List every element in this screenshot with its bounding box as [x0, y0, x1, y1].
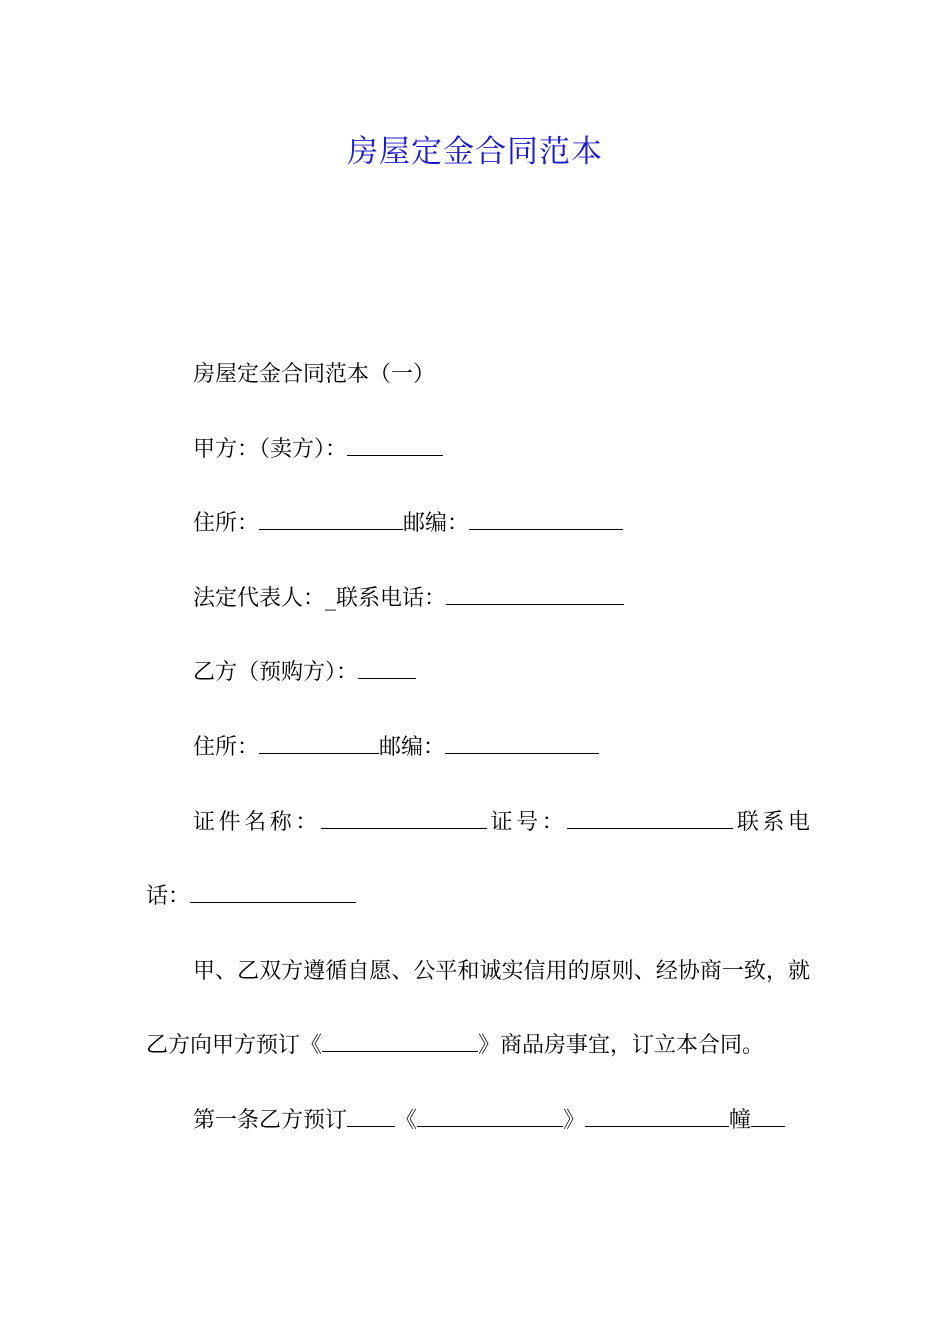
- blank-phone-b: [190, 881, 356, 903]
- blank-id-name: [321, 807, 487, 829]
- contract-body: [146, 338, 810, 1159]
- blank-art1-2: [417, 1105, 563, 1127]
- blank-address-a: [259, 508, 403, 530]
- blank-party-a: [347, 434, 443, 456]
- legal-rep-line: 法定代表人：_联系电话：: [146, 562, 810, 637]
- blank-art1-1: [347, 1105, 395, 1127]
- section-heading: 房屋定金合同范本（一）: [193, 362, 436, 387]
- blank-postcode-b: [445, 732, 599, 754]
- blank-phone-a: [446, 583, 624, 605]
- party-a-line: 甲方：（卖方）：: [146, 413, 810, 488]
- blank-project-name: [322, 1030, 478, 1052]
- blank-art1-3: [585, 1105, 729, 1127]
- party-b-line: 乙方（预购方）：: [146, 636, 810, 711]
- blank-art1-4: [751, 1105, 785, 1127]
- address-b-line: 住所： 邮编：: [146, 711, 810, 786]
- paragraph-1: 甲、乙双方遵循自愿、公平和诚实信用的原则、经协商一致，就乙方向甲方预订《 》商品房事宜，订立本合同。: [146, 958, 810, 1059]
- id-line: 证件名称： 证号： 联系电话：: [146, 786, 810, 935]
- document-title: 房屋定金合同范本: [347, 134, 603, 170]
- blank-id-no: [567, 807, 733, 829]
- blank-address-b: [259, 732, 379, 754]
- blank-postcode-a: [469, 508, 623, 530]
- blank-party-b: [358, 657, 416, 679]
- address-a-line: 住所： 邮编：: [146, 487, 810, 562]
- article-1-line: 第一条乙方预订 《 》 幢: [146, 1084, 810, 1159]
